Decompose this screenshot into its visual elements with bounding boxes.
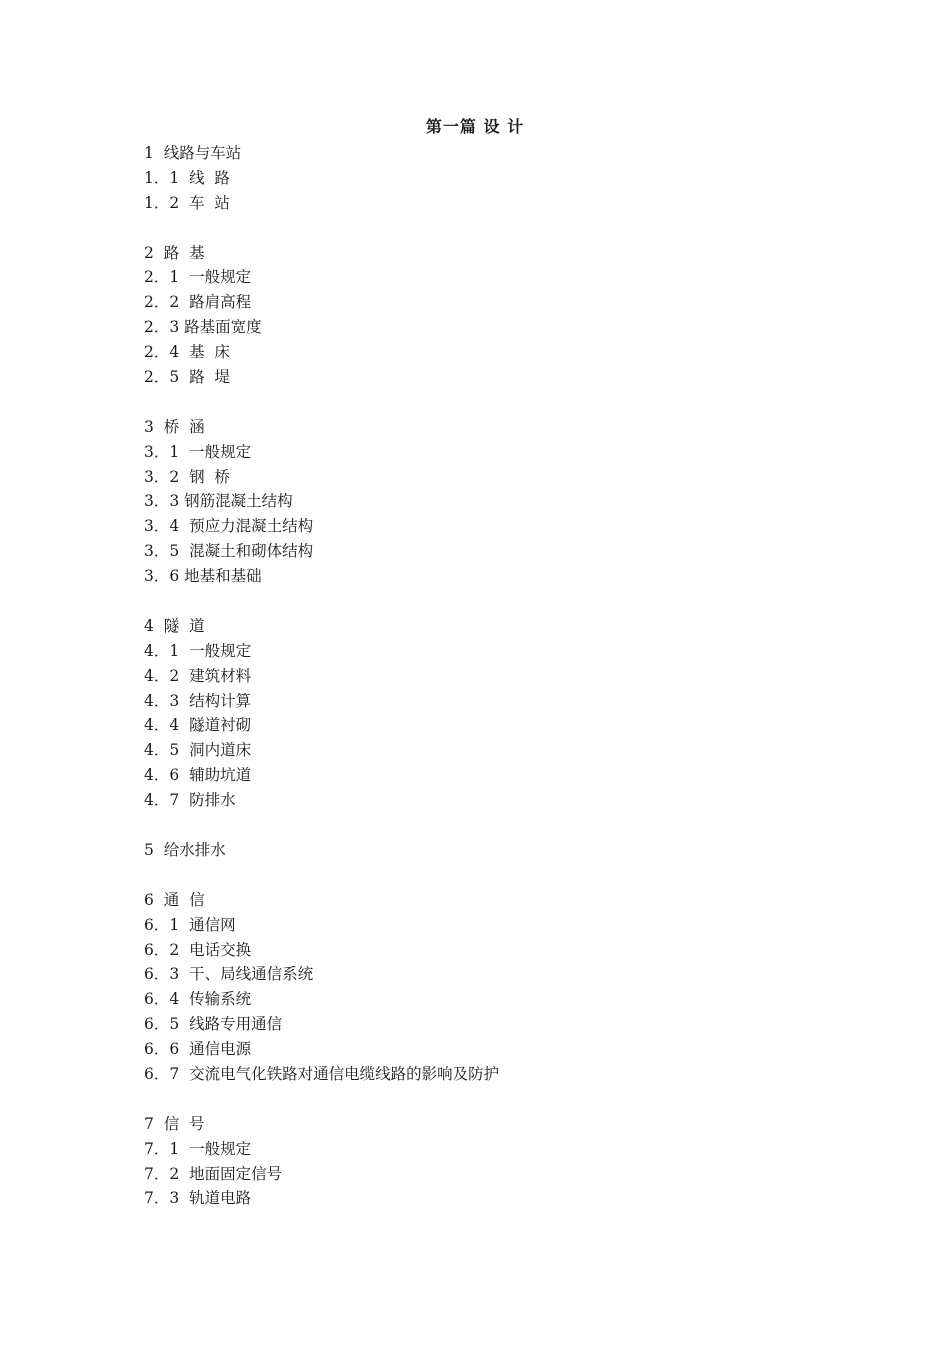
section-item: 6．2 电话交换 xyxy=(144,940,252,959)
chapter-5 xyxy=(144,838,844,863)
section-item: 7．1 一般规定 xyxy=(144,1139,252,1158)
chapter-heading: 5 给水排水 xyxy=(144,840,226,859)
section-item: 6．7 交流电气化铁路对通信电缆线路的影响及防护 xyxy=(144,1064,500,1083)
section-item: 3．3 钢筋混凝土结构 xyxy=(144,492,293,511)
chapter-4 xyxy=(144,614,844,813)
section-item: 4．6 辅助坑道 xyxy=(144,766,252,785)
table-of-contents xyxy=(144,141,844,1211)
section-item: 2．4 基 床 xyxy=(144,343,230,362)
chapter-7 xyxy=(144,1112,844,1212)
section-item: 6．6 通信电源 xyxy=(144,1040,252,1059)
section-item: 3．4 预应力混凝土结构 xyxy=(144,517,314,536)
section-item: 3．1 一般规定 xyxy=(144,442,252,461)
section-item: 1．1 线 路 xyxy=(144,168,230,187)
section-item: 7．3 轨道电路 xyxy=(144,1189,252,1208)
section-item: 4．4 隧道衬砌 xyxy=(144,716,252,735)
section-item: 6．1 通信网 xyxy=(144,915,236,934)
chapter-heading: 3 桥 涵 xyxy=(144,417,205,436)
chapter-spacer xyxy=(144,863,844,888)
section-item: 6．3 干、局线通信系统 xyxy=(144,965,314,984)
section-item: 2．5 路 堤 xyxy=(144,368,230,387)
chapter-spacer xyxy=(144,390,844,415)
chapter-1 xyxy=(144,141,844,216)
section-item: 4．5 洞内道床 xyxy=(144,741,252,760)
section-item: 7．2 地面固定信号 xyxy=(144,1164,283,1183)
section-item: 6．5 线路专用通信 xyxy=(144,1015,283,1034)
section-item: 1．2 车 站 xyxy=(144,193,230,212)
chapter-spacer xyxy=(144,589,844,614)
section-item: 3．2 钢 桥 xyxy=(144,467,230,486)
section-item: 6．4 传输系统 xyxy=(144,990,252,1009)
section-item: 4．1 一般规定 xyxy=(144,641,252,660)
page-title: 第一篇 设 计 xyxy=(425,117,525,136)
chapter-3 xyxy=(144,415,844,589)
section-item: 2．1 一般规定 xyxy=(144,268,252,287)
chapter-heading: 1 线路与车站 xyxy=(144,144,242,162)
chapter-heading: 7 信 号 xyxy=(144,1114,205,1133)
section-item: 3．6 地基和基础 xyxy=(144,567,262,586)
section-item: 2．3 路基面宽度 xyxy=(144,318,262,337)
section-item: 4．2 建筑材料 xyxy=(144,666,252,685)
section-item: 4．3 结构计算 xyxy=(144,691,252,710)
section-item: 2．2 路肩高程 xyxy=(144,293,252,312)
chapter-spacer xyxy=(144,216,844,241)
chapter-2 xyxy=(144,241,844,390)
chapter-heading: 4 隧 道 xyxy=(144,616,205,635)
chapter-heading: 2 路 基 xyxy=(144,243,205,262)
section-item: 3．5 混凝土和砌体结构 xyxy=(144,542,314,561)
chapter-6 xyxy=(144,888,844,1087)
chapter-heading: 6 通 信 xyxy=(144,890,205,909)
section-item: 4．7 防排水 xyxy=(144,791,236,810)
chapter-spacer xyxy=(144,1087,844,1112)
chapter-spacer xyxy=(144,813,844,838)
